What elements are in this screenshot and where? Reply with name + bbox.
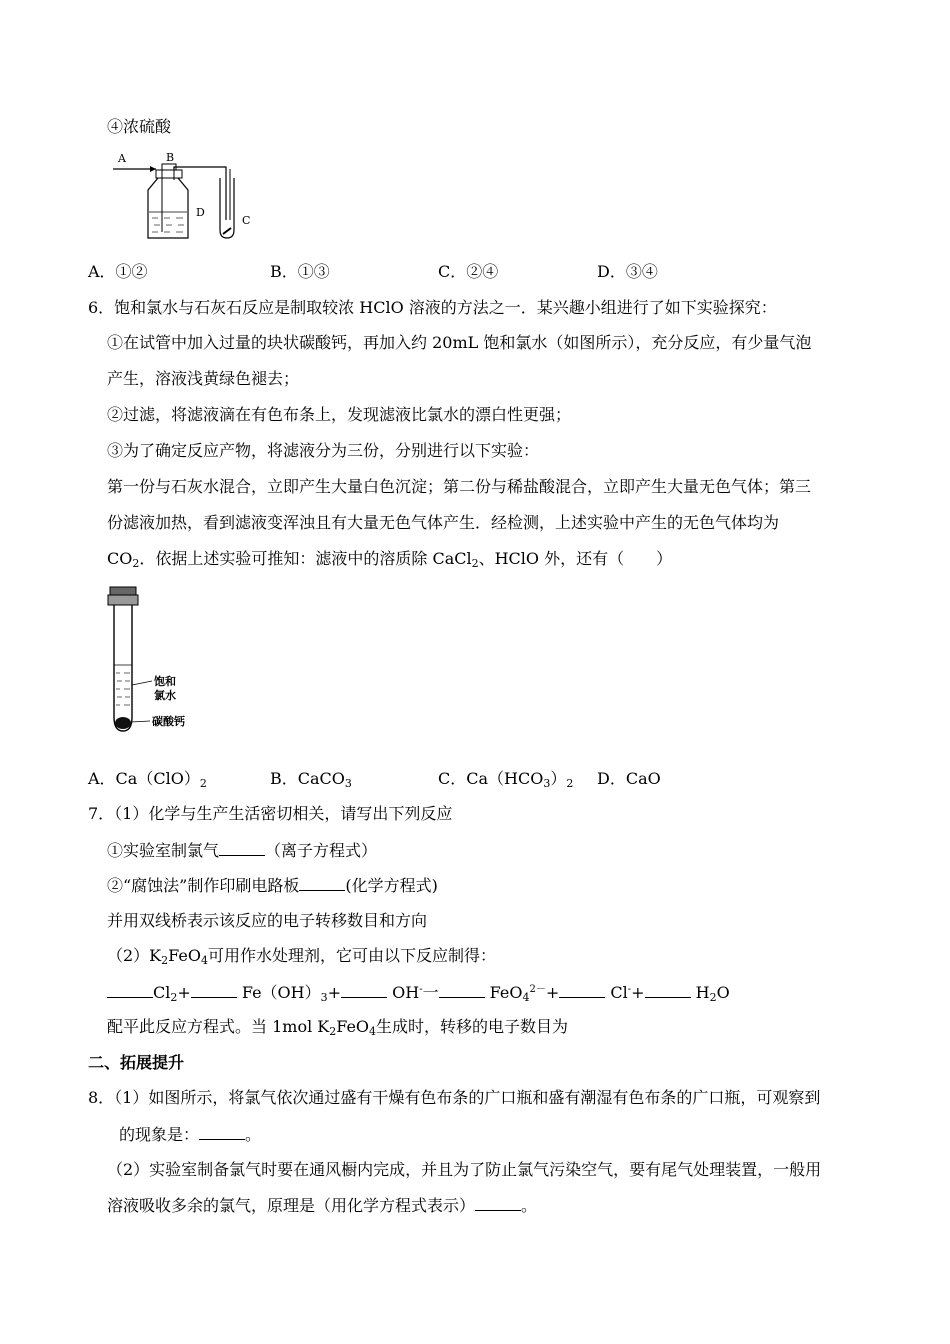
q8-line1: 8．（1）如图所示，将氯气依次通过盛有干燥有色布条的广口瓶和盛有潮湿有色布条的广口瓶，可观察到 — [88, 1088, 821, 1107]
q6-step1-line2: 产生，溶液浅黄绿色褪去； — [107, 369, 300, 388]
q6-option-d: D．CaO — [597, 769, 661, 788]
fig-label-c: C — [242, 214, 251, 227]
fig-label-a: A — [118, 152, 126, 165]
fig-label-d: D — [196, 206, 205, 219]
q7-equation: $Cl_2+ Fe(OH)_3+ OH^-$一 $FeO_4^{2-}+ Cl^-+ H_2O$ — [107, 981, 730, 1004]
answer-blank[interactable] — [199, 1123, 245, 1140]
q6-option-c: C．$Ca(HCO_3)_2$ — [438, 769, 574, 790]
q6-paragraph-line1: 第一份与石灰水混合，立即产生大量白色沉淀；第二份与稀盐酸混合，立即产生大量无色气体；第三 — [107, 477, 812, 496]
answer-blank[interactable] — [645, 981, 691, 998]
q7-stem: 7．（1）化学与生产生活密切相关，请写出下列反应 — [88, 804, 453, 823]
q5-apparatus-figure — [108, 150, 258, 242]
q6-option-a: A．$Ca(ClO)_2$ — [88, 769, 207, 790]
fig-label-b: B — [166, 151, 175, 164]
q5-option-c: C．②④ — [438, 262, 499, 281]
answer-blank[interactable] — [559, 981, 605, 998]
q6-step2: ②过滤，将滤液滴在有色布条上，发现滤液比氯水的漂白性更强； — [107, 405, 572, 424]
fig-label-calcium-carbonate: 碳酸钙 — [152, 715, 185, 728]
q8-line3: （2）实验室制备氯气时要在通风橱内完成，并且为了防止氯气污染空气，要有尾气处理装置，一般用 — [107, 1160, 822, 1179]
answer-blank[interactable] — [191, 981, 237, 998]
answer-blank[interactable] — [107, 981, 153, 998]
answer-blank[interactable] — [439, 981, 485, 998]
q7-sub1: ①实验室制氯气 （离子方程式） — [107, 841, 378, 860]
q6-step3: ③为了确定反应产物，将滤液分为三份，分别进行以下实验： — [107, 441, 540, 460]
q7-part2: $(2)K_2FeO_4$可用作水处理剂，它可由以下反应制得： — [107, 946, 496, 967]
q8-line2: 的现象是： 。 — [119, 1125, 262, 1144]
answer-blank[interactable] — [219, 839, 265, 856]
q5-option-a: A．①② — [88, 262, 148, 281]
q6-step1-line1: ①在试管中加入过量的块状碳酸钙，再加入约 20mL 饱和氯水（如图所示），充分反应，有少量气泡 — [107, 333, 812, 352]
answer-blank[interactable] — [299, 874, 345, 891]
q7-balance: 配平此反应方程式。当 1mol $K_2FeO_4$生成时，转移的电子数目为 — [107, 1017, 569, 1038]
fig-label-saturated: 饱和 — [154, 675, 176, 688]
q6-test-tube-figure — [104, 585, 204, 735]
answer-blank[interactable] — [341, 981, 387, 998]
q5-option-d: D．③④ — [597, 262, 658, 281]
q6-paragraph-line3: $CO_2$．依据上述实验可推知：滤液中的溶质除 CaCl$_2$、HClO 外，还有（ ） — [107, 549, 673, 570]
q7-bridge: 并用双线桥表示该反应的电子转移数目和方向 — [107, 911, 428, 930]
q6-paragraph-line2: 份滤液加热，看到滤液变浑浊且有大量无色气体产生．经检测，上述实验中产生的无色气体均为 — [107, 513, 780, 532]
answer-blank[interactable] — [475, 1194, 521, 1211]
q7-sub2: ②“腐蚀法”制作印刷电路板 (化学方程式) — [107, 876, 438, 895]
q6-stem: 6．饱和氯水与石灰石反应是制取较浓 HClO 溶液的方法之一．某兴趣小组进行了如下实验探究： — [88, 298, 777, 317]
fig-label-chlorine-water: 氯水 — [154, 689, 176, 702]
q5-item4: ④浓硫酸 — [107, 117, 172, 136]
q8-line4: 溶液吸收多余的氯气，原理是（用化学方程式表示） 。 — [107, 1196, 538, 1215]
q5-option-b: B．①③ — [270, 262, 330, 281]
q6-option-b: B．CaCO$_3$ — [270, 769, 352, 790]
section-heading: 二、拓展提升 — [88, 1053, 185, 1072]
